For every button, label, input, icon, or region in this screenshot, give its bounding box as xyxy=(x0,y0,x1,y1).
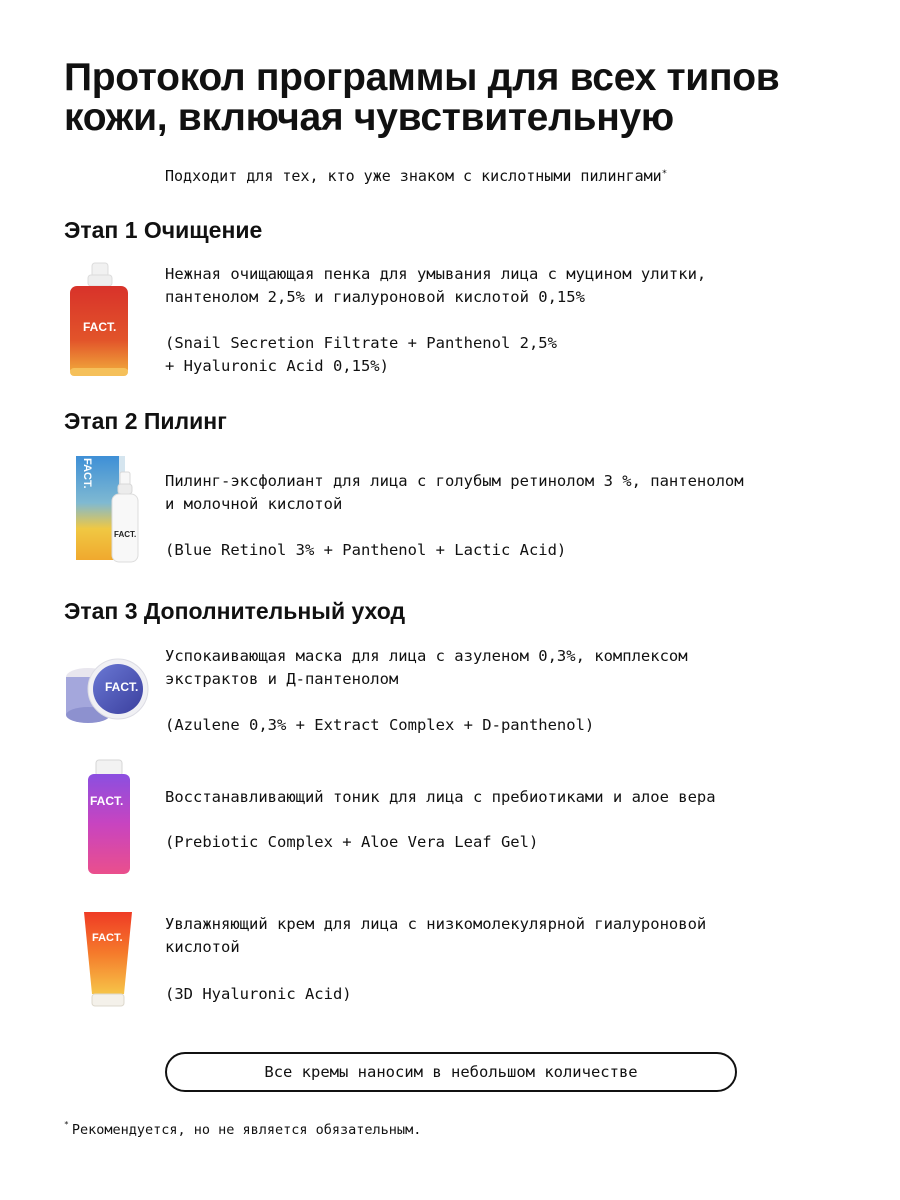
cleansing-foam-formula: (Snail Secretion Filtrate + Panthenol 2,5% + Hyaluronic Acid 0,15%) xyxy=(165,334,557,375)
page-title xyxy=(64,58,864,138)
cream-brand-label: FACT. xyxy=(92,932,123,944)
peeling-exfoliant-image xyxy=(72,454,152,566)
title-line-2: кожи, включая чувствительную xyxy=(64,96,674,139)
toner-formula: (Prebiotic Complex + Aloe Vera Leaf Gel) xyxy=(165,833,539,851)
footnote-asterisk: * xyxy=(64,1120,69,1129)
application-note-text: Все кремы наносим в небольшом количестве xyxy=(264,1063,638,1081)
toner-image xyxy=(84,758,134,878)
title-line-1: Протокол программы для всех типов xyxy=(64,56,780,99)
soothing-mask-description: Успокаивающая маска для лица с азуленом 0,3%, комплексом экстрактов и Д-пантенолом xyxy=(165,647,688,688)
footnote xyxy=(64,1122,421,1138)
peeling-bottle-brand-label: FACT. xyxy=(114,530,137,539)
toner-brand-label: FACT. xyxy=(90,794,124,808)
moisturizing-cream-formula: (3D Hyaluronic Acid) xyxy=(165,985,352,1003)
subtitle-asterisk: * xyxy=(661,169,668,179)
toner-description: Восстанавливающий тоник для лица с пребиотиками и алое вера xyxy=(165,788,716,806)
application-note-badge xyxy=(165,1052,737,1092)
subtitle-text: Подходит для тех, кто уже знаком с кислотными пилингами xyxy=(165,167,662,185)
peeling-exfoliant-formula: (Blue Retinol 3% + Panthenol + Lactic Acid) xyxy=(165,541,567,559)
soothing-mask-formula: (Azulene 0,3% + Extract Complex + D-panthenol) xyxy=(165,716,595,734)
stage-2-heading: Этап 2 Пилинг xyxy=(64,408,227,434)
stage-1-heading: Этап 1 Очищение xyxy=(64,217,263,243)
peeling-box-brand-label: FACT. xyxy=(81,458,93,489)
mask-brand-label: FACT. xyxy=(105,680,139,694)
moisturizing-cream-image xyxy=(80,910,136,1010)
peeling-exfoliant-description: Пилинг-эксфолиант для лица с голубым ретинолом 3 %, пантенолом и молочной кислотой xyxy=(165,472,744,513)
cleansing-foam-image xyxy=(64,260,136,380)
foam-brand-label: FACT. xyxy=(83,320,117,334)
cleansing-foam-description: Нежная очищающая пенка для умывания лица с муцином улитки, пантенолом 2,5% и гиалуроновой кислотой 0,15% xyxy=(165,265,707,306)
soothing-mask-image xyxy=(64,655,152,725)
moisturizing-cream-description: Увлажняющий крем для лица с низкомолекулярной гиалуроновой кислотой xyxy=(165,915,707,956)
subtitle xyxy=(165,166,667,186)
footnote-text: Рекомендуется, но не является обязательным. xyxy=(71,1122,422,1138)
stage-3-heading: Этап 3 Дополнительный уход xyxy=(64,598,406,624)
